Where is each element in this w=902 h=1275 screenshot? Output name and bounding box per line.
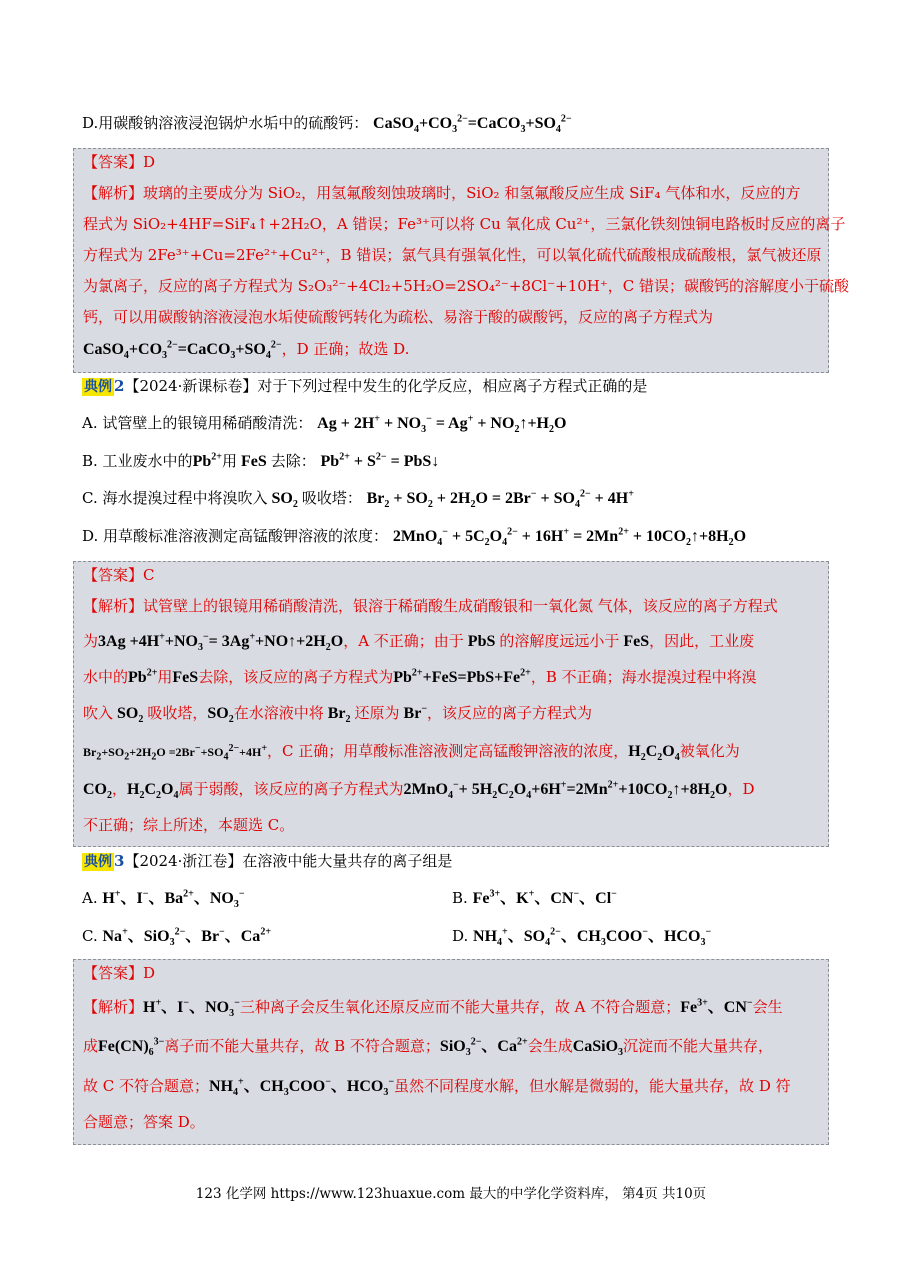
equation: $Pb^{2+} + S^{2-}$ = PbS↓: [320, 451, 440, 470]
analysis-line: 吹入 $SO_2$ 吸收塔，$SO_2$在水溶液中将 $Br_2$ 还原为 Br−，该反应的离子方程式为: [83, 703, 593, 726]
option-b: B. 工业废水中的$Pb^{2+}$用 FeS 去除： $Pb^{2+} + S^{2-}$ = PbS↓: [82, 451, 440, 470]
equation: $Br_2 + SO_2 + 2H_2O = 2Br^- + SO_4^{2-} + 4H^+$: [366, 488, 634, 511]
example-3-title: 典例 3【2024·浙江卷】在溶液中能大量共存的离子组是: [84, 852, 453, 870]
option-c: C. Na+、SiO$_3^{2-}$、Br−、$Ca^{2+}$: [82, 926, 272, 949]
answer-label: 【答案】D: [83, 153, 156, 171]
answer-label: 【答案】C: [83, 566, 155, 584]
analysis-line: 为氯离子，反应的离子方程式为 S₂O₃²⁻+4Cl₂+5H₂O=2SO₄²⁻+8Cl⁻+10H⁺，C 错误；碳酸钙的溶解度小于硫酸: [83, 277, 850, 295]
answer-label: 【答案】D: [83, 964, 156, 982]
page-footer: 123 化学网 https://www.123huaxue.com 最大的中学化学资料库， 第4页 共10页: [195, 1186, 707, 1202]
analysis-line: $CO_2$，$H_2C_2O_4$属于弱酸，该反应的离子方程式为$2MnO_4^-+ 5H_2C_2O_4+6H^+=2Mn^{2+}+10CO_2↑+8H_2O$，D: [83, 779, 755, 802]
analysis-line: 【解析】玻璃的主要成分为 SiO₂，用氢氟酸刻蚀玻璃时，SiO₂ 和氢氟酸反应生成 SiF₄ 气体和水，反应的方: [83, 184, 801, 202]
answer-box-3: [73, 959, 829, 1145]
equation: $CaSO_4+CO_3^{2-}=CaCO_3+SO_4^{2-}$: [373, 113, 572, 136]
option-d-prev: D.用碳酸钠溶液浸泡锅炉水垢中的硫酸钙： $CaSO_4+CO_3^{2-}=CaCO_3+SO_4^{2-}$: [82, 113, 572, 136]
analysis-line: 【解析】H+、I−、$NO_3^-$三种离子会反生氧化还原反应而不能大量共存，故 A 不符合题意；$Fe^{3+}$、CN−会生: [83, 997, 783, 1020]
analysis-line: 故 C 不符合题意；$NH_4^+$、$CH_3COO^-$、$HCO_3^-$虽然不同程度水解，但水解是微弱的，能大量共存，故 D 符: [83, 1076, 791, 1099]
analysis-line: 方程式为 2Fe³⁺+Cu=2Fe²⁺+Cu²⁺，B 错误；氯气具有强氧化性，可以氧化硫代硫酸根成硫酸根，氯气被还原: [83, 246, 822, 264]
option-d: D. $NH_4^+$、$SO_4^{2-}$、$CH_3COO^-$、$HCO_3^-$: [452, 926, 712, 949]
analysis-line: 不正确；综上所述，本题选 C。: [83, 816, 295, 834]
option-c: C. 海水提溴过程中将溴吹入 $SO_2$ 吸收塔： $Br_2 + SO_2 + 2H_2O = 2Br^- + SO_4^{2-} + 4H^+$: [82, 488, 634, 511]
answer-box-1: [73, 148, 850, 373]
analysis-line: $CaSO_4+CO_3^{2-}=CaCO_3+SO_4^{2-}$，D 正确；故选 D.: [83, 339, 410, 362]
answer-box-2: [73, 561, 829, 847]
option-d: D. 用草酸标准溶液测定高锰酸钾溶液的浓度： $2MnO_4^- + 5C_2O_4^{2-} + 16H^+ = 2Mn^{2+}$ + $10CO_2↑+8H_2O$: [82, 526, 747, 549]
example-tag: 典例: [84, 854, 112, 870]
analysis-line: 程式为 SiO₂+4HF=SiF₄↑+2H₂O，A 错误；Fe³⁺可以将 Cu 氧化成 Cu²⁺，三氯化铁刻蚀铜电路板时反应的离子: [83, 215, 846, 233]
analysis-line: 成$Fe(CN)_6^{3-}$离子而不能大量共存，故 B 不符合题意；SiO$_3^{2-}$、$Ca^{2+}$会生成CaSiO$_3$沉淀而不能大量共存，: [83, 1036, 774, 1059]
option-a: A. H+、I−、$Ba^{2+}$、$NO_3^-$: [82, 888, 245, 911]
analysis-line: 合题意；答案 D。: [83, 1113, 205, 1131]
analysis-line: 为$3Ag +4H^++NO_3^-=$ $3Ag^++NO↑+2H_2O$，A 不正确；由于 PbS 的溶解度远远小于 FeS，因此，工业废: [83, 631, 755, 654]
equation: $Ag + 2H^+ + NO_3^- = Ag^+$ + $NO_2↑+H_2O$: [317, 413, 567, 436]
analysis-line: 水中的$Pb^{2+}$用FeS去除，该反应的离子方程式为$Pb^{2+}+FeS=PbS+Fe^{2+}$，B 不正确；海水提溴过程中将溴: [83, 667, 757, 686]
analysis-line: $Br_2+SO_2+2H_2O =2Br^-+SO_4^{2-}+4H^+$，C 正确；用草酸标准溶液测定高锰酸钾溶液的浓度，$H_2C_2O_4$被氧化为: [83, 742, 740, 764]
option-b: B. $Fe^{3+}$、K+、CN−、Cl−: [452, 888, 617, 907]
equation: $2MnO_4^- + 5C_2O_4^{2-} + 16H^+ = 2Mn^{2+}$ + $10CO_2↑+8H_2O$: [392, 526, 747, 549]
analysis-line: 钙，可以用碳酸钠溶液浸泡水垢使硫酸钙转化为疏松、易溶于酸的碳酸钙，反应的离子方程式为: [83, 308, 714, 326]
example-tag: 典例: [84, 379, 112, 395]
equation: $CaSO_4+CO_3^{2-}=CaCO_3+SO_4^{2-}$: [83, 339, 282, 362]
option-a: A. 试管壁上的银镜用稀硝酸清洗： $Ag + 2H^+ + NO_3^- = Ag^+$ + $NO_2↑+H_2O$: [82, 413, 567, 436]
analysis-line: 【解析】试管壁上的银镜用稀硝酸清洗，银溶于稀硝酸生成硝酸银和一氧化氮 气体，该反应的离子方程式: [83, 597, 778, 615]
example-2-title: 典例 2【2024·新课标卷】对于下列过程中发生的化学反应，相应离子方程式正确的是: [84, 377, 648, 395]
